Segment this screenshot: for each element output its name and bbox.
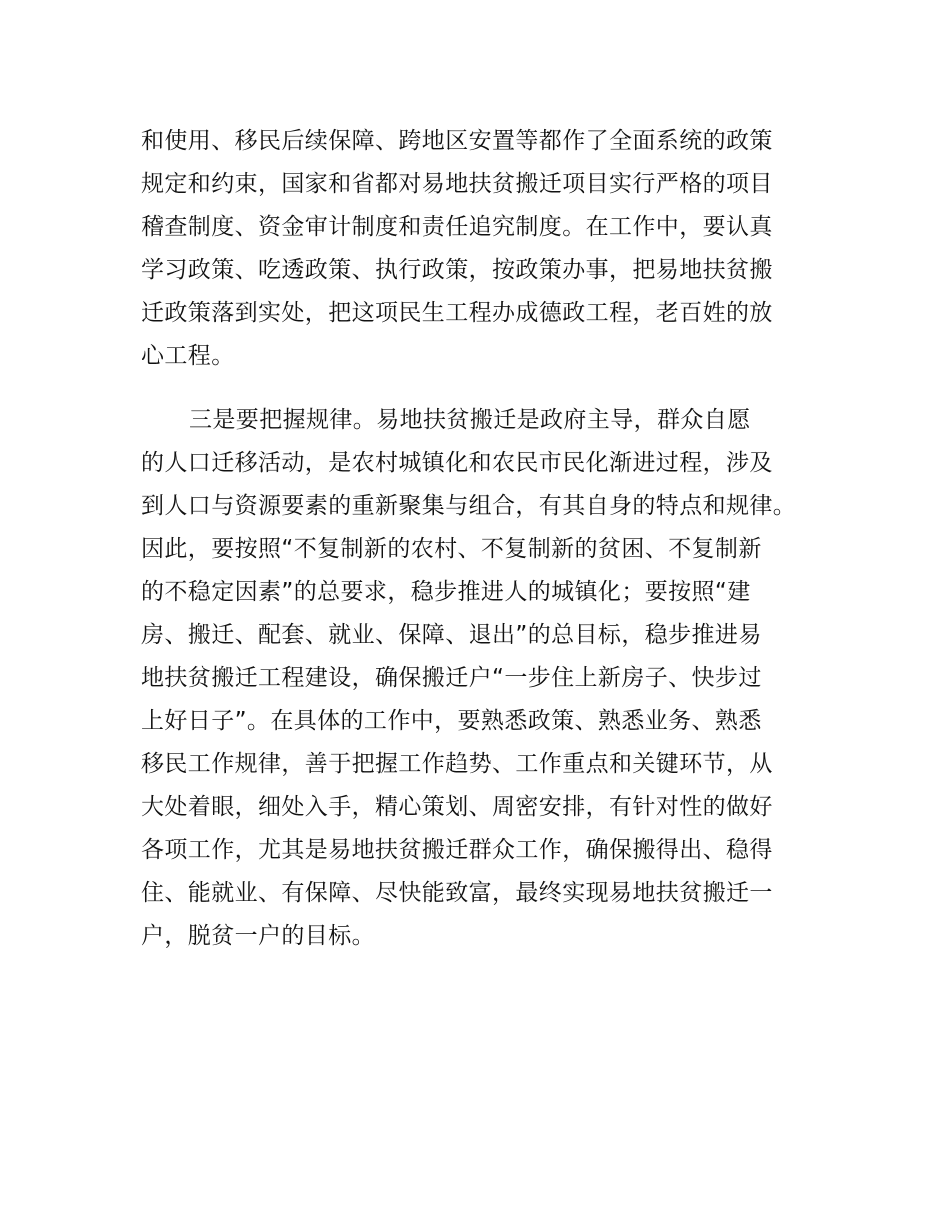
text-line: 移民工作规律，善于把握工作趋势、工作重点和关键环节，从 <box>141 751 773 777</box>
text-line: 和使用、移民后续保障、跨地区安置等都作了全面系统的政策 <box>141 128 773 154</box>
text-line: 的人口迁移活动，是农村城镇化和农民市民化渐进过程，涉及 <box>141 450 773 476</box>
text-line: 上好日子”。在具体的工作中，要熟悉政策、熟悉业务、熟悉 <box>141 708 762 734</box>
text-line: 各项工作，尤其是易地扶贫搬迁群众工作，确保搬得出、稳得 <box>141 837 773 863</box>
text-line: 学习政策、吃透政策、执行政策，按政策办事，把易地扶贫搬 <box>141 257 773 283</box>
text-line: 大处着眼，细处入手，精心策划、周密安排，有针对性的做好 <box>141 794 773 820</box>
text-line: 迁政策落到实处，把这项民生工程办成德政工程，老百姓的放 <box>141 300 773 326</box>
text-line: 房、搬迁、配套、就业、保障、退出”的总目标，稳步推进易 <box>141 622 762 648</box>
text-line: 住、能就业、有保障、尽快能致富，最终实现易地扶贫搬迁一 <box>141 880 773 906</box>
text-line: 的不稳定因素”的总要求，稳步推进人的城镇化；要按照“建 <box>141 579 751 605</box>
text-line: 因此，要按照“不复制新的农村、不复制新的贫困、不复制新 <box>141 536 762 562</box>
text-line: 稽查制度、资金审计制度和责任追究制度。在工作中，要认真 <box>141 214 773 240</box>
text-line: 户，脱贫一户的目标。 <box>141 923 375 949</box>
text-line: 到人口与资源要素的重新聚集与组合，有其自身的特点和规律。 <box>141 493 797 519</box>
text-line: 心工程。 <box>141 343 235 369</box>
text-line: 地扶贫搬迁工程建设，确保搬迁户“一步住上新房子、快步过 <box>141 665 762 691</box>
text-line: 规定和约束，国家和省都对易地扶贫搬迁项目实行严格的项目 <box>141 171 773 197</box>
text-line-indented: 三是要把握规律。易地扶贫搬迁是政府主导，群众自愿 <box>189 407 751 433</box>
